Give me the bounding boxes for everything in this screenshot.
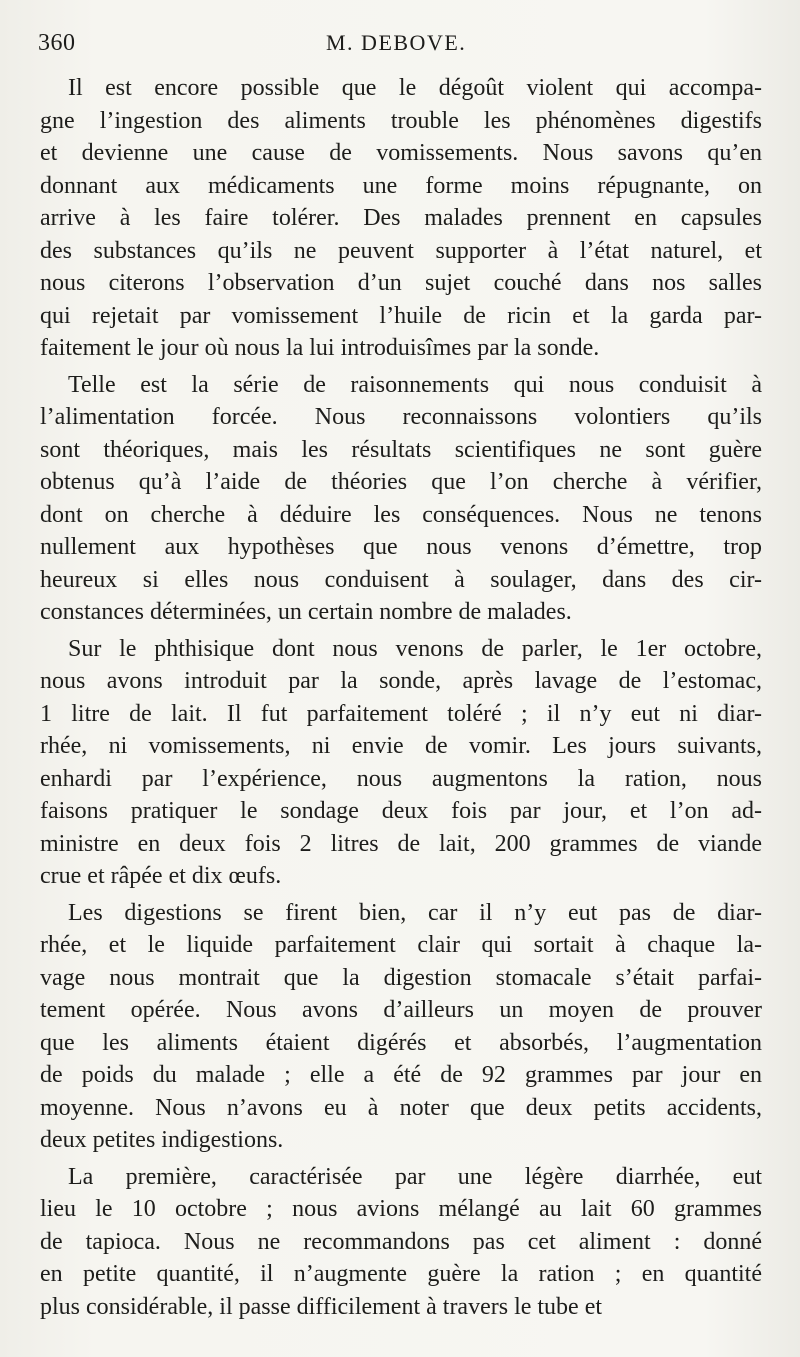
text-line: rhée, ni vomissements, ni envie de vomir. Les jours suivants, (40, 733, 762, 759)
page-number: 360 (38, 30, 76, 56)
text-line: La première, caractérisée par une légère diarrhée, eut (68, 1163, 762, 1190)
paragraph (40, 1161, 762, 1324)
paragraph (40, 633, 762, 893)
text-line: donnant aux médicaments une forme moins répugnante, on (40, 172, 762, 199)
text-line: de poids du malade ; elle a été de 92 grammes par jour en (40, 1062, 762, 1088)
text-line: sont théoriques, mais les résultats scientifiques ne sont guère (40, 436, 762, 463)
text-line: dont on cherche à déduire les conséquences. Nous ne tenons (40, 501, 762, 528)
text-line: ministre en deux fois 2 litres de lait, 200 grammes de viande (40, 830, 762, 857)
text-line: l’alimentation forcée. Nous reconnaissons volontiers qu’ils (40, 404, 762, 430)
paragraph (40, 369, 762, 629)
text-line: tement opérée. Nous avons d’ailleurs un moyen de prouver (40, 997, 762, 1023)
text-line: Sur le phthisique dont nous venons de parler, le 1er octobre, (68, 635, 762, 662)
text-line: faisons pratiquer le sondage deux fois par jour, et l’on ad- (40, 798, 762, 824)
text-line: plus considérable, il passe difficilement à travers le tube et (40, 1293, 603, 1320)
text-line: 1 litre de lait. Il fut parfaitement toléré ; il n’y eut ni diar- (40, 700, 762, 727)
body-text (40, 72, 762, 1323)
paragraph (40, 72, 762, 365)
text-line: Telle est la série de raisonnements qui nous conduisit à (68, 371, 762, 398)
text-line: moyenne. Nous n’avons eu à noter que deux petits accidents, (40, 1094, 762, 1121)
text-line: heureux si elles nous conduisent à soulager, dans des cir- (40, 566, 762, 593)
text-line: en petite quantité, il n’augmente guère la ration ; en quantité (40, 1261, 762, 1287)
text-line: enhardi par l’expérience, nous augmentons la ration, nous (40, 765, 762, 792)
text-line: Il est encore possible que le dégoût violent qui accompa- (68, 75, 762, 101)
text-line: nous avons introduit par la sonde, après lavage de l’estomac, (40, 668, 762, 694)
text-line: et devienne une cause de vomissements. Nous savons qu’en (40, 140, 762, 166)
text-line: deux petites indigestions. (40, 1127, 284, 1153)
text-line: faitement le jour où nous la lui introduisîmes par la sonde. (40, 335, 600, 361)
page-header (38, 30, 758, 64)
text-line: que les aliments étaient digérés et absorbés, l’augmentation (40, 1029, 762, 1056)
text-line: de tapioca. Nous ne recommandons pas cet aliment : donné (40, 1228, 762, 1255)
text-line: lieu le 10 octobre ; nous avions mélangé au lait 60 grammes (40, 1196, 762, 1222)
text-line: vage nous montrait que la digestion stomacale s’était parfai- (40, 964, 762, 991)
running-head: M. DEBOVE. (326, 30, 467, 55)
text-line: arrive à les faire tolérer. Des malades prennent en capsules (40, 205, 762, 231)
text-line: Les digestions se firent bien, car il n’y eut pas de diar- (68, 899, 762, 926)
text-line: nullement aux hypothèses que nous venons d’émettre, trop (40, 534, 762, 560)
text-line: nous citerons l’observation d’un sujet couché dans nos salles (40, 270, 762, 296)
text-line: des substances qu’ils ne peuvent supporter à l’état naturel, et (40, 237, 762, 264)
text-line: gne l’ingestion des aliments trouble les phénomènes digestifs (40, 107, 762, 134)
text-line: rhée, et le liquide parfaitement clair qui sortait à chaque la- (40, 932, 762, 958)
text-line: qui rejetait par vomissement l’huile de ricin et la garda par- (40, 302, 762, 329)
text-line: constances déterminées, un certain nombre de malades. (40, 599, 572, 625)
paragraph (40, 897, 762, 1157)
text-line: crue et râpée et dix œufs. (40, 863, 282, 889)
text-line: obtenus qu’à l’aide de théories que l’on cherche à vérifier, (40, 469, 762, 495)
